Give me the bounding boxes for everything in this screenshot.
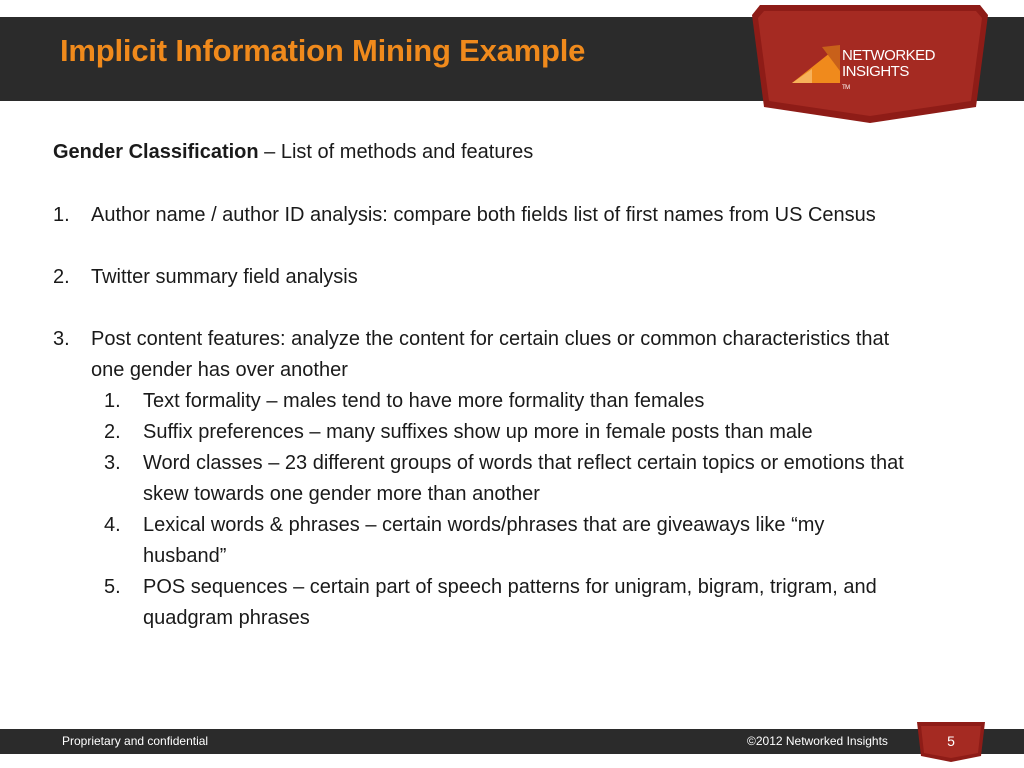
logo-line2: INSIGHTS TM [842, 64, 935, 96]
sublist-item [91, 510, 913, 572]
slide-body [53, 138, 913, 634]
footer-bar [0, 729, 1024, 754]
features-sublist [91, 386, 913, 634]
heading-rest: – List of methods and features [258, 141, 534, 163]
page-number: 5 [947, 733, 955, 749]
subitem-number: 5. [104, 576, 121, 598]
subitem-text: Word classes – 23 different groups of words that reflect certain topics or emotions that skew towards one gender more than another [143, 452, 904, 505]
sublist-item [91, 417, 913, 448]
list-item [53, 324, 913, 634]
slide-title: Implicit Information Mining Example [60, 33, 586, 68]
item-text: Post content features: analyze the content for certain clues or common characteristics that one gender has over another [91, 328, 890, 381]
item-text: Author name / author ID analysis: compare both fields list of first names from US Census [91, 204, 876, 226]
sublist-item [91, 448, 913, 510]
list-item [53, 262, 913, 293]
subitem-text: Lexical words & phrases – certain words/phrases that are giveaways like “my husband” [143, 514, 825, 567]
subitem-text: POS sequences – certain part of speech patterns for unigram, bigram, trigram, and quadgram phrases [143, 576, 877, 629]
methods-list [53, 200, 913, 634]
item-number: 2. [53, 266, 70, 288]
section-heading [53, 138, 913, 169]
footer-confidential: Proprietary and confidential [62, 734, 209, 748]
item-text: Twitter summary field analysis [91, 266, 358, 288]
subitem-number: 2. [104, 421, 121, 443]
list-item [53, 200, 913, 231]
sublist-item [91, 572, 913, 634]
subitem-text: Suffix preferences – many suffixes show up more in female posts than male [143, 421, 813, 443]
logo-line1: NETWORKED [842, 47, 935, 64]
subitem-number: 3. [104, 452, 121, 474]
logo-tm: TM [842, 85, 850, 91]
heading-bold: Gender Classification [53, 141, 259, 163]
subitem-number: 4. [104, 514, 121, 536]
logo-text [842, 48, 935, 96]
sublist-item [91, 386, 913, 417]
item-number: 3. [53, 328, 70, 350]
subitem-text: Text formality – males tend to have more formality than females [143, 390, 705, 412]
subitem-number: 1. [104, 390, 121, 412]
item-number: 1. [53, 204, 70, 226]
footer-copyright: ©2012 Networked Insights [747, 734, 888, 748]
